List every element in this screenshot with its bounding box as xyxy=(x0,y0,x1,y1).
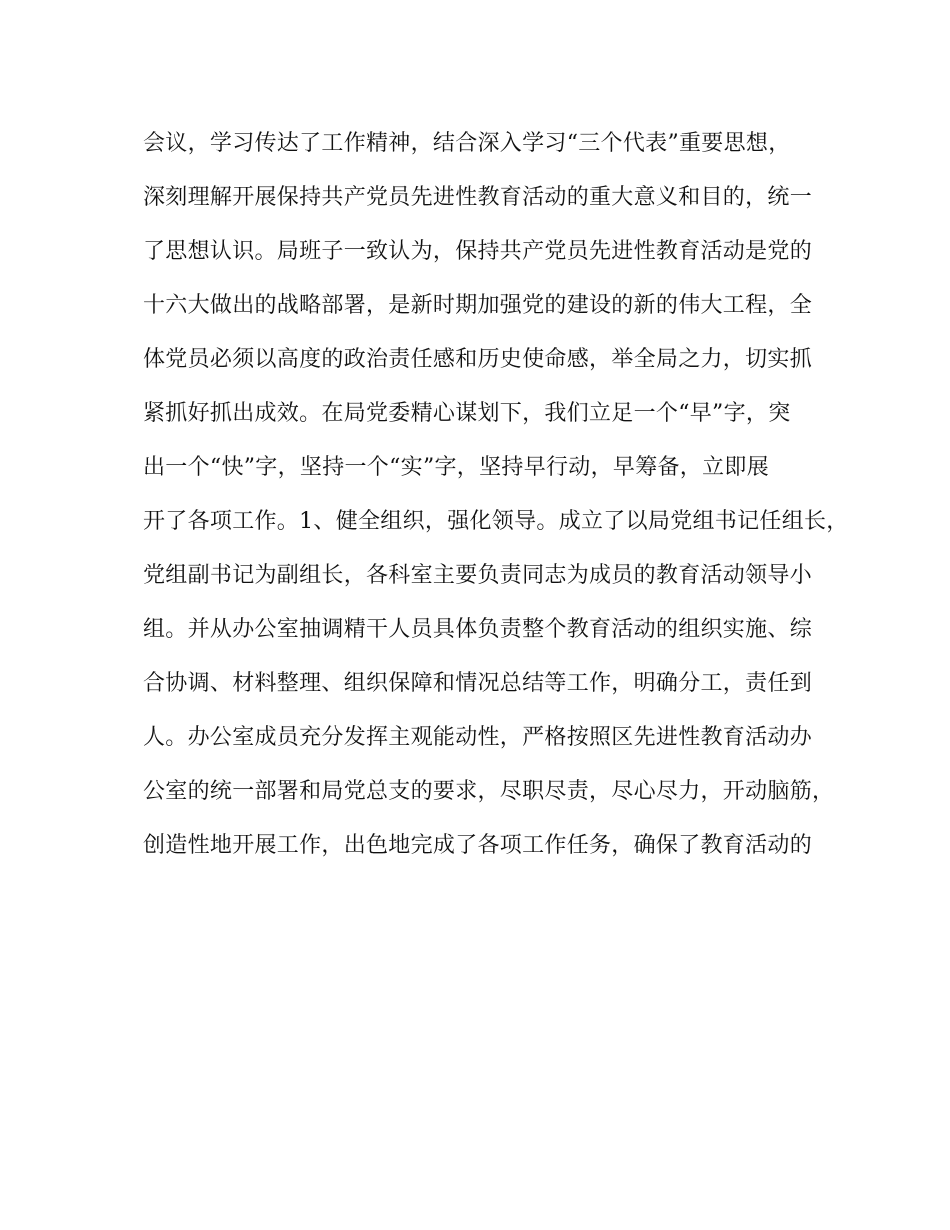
text-line: 合协调、材料整理、组织保障和情况总结等工作，明确分工，责任到 xyxy=(143,671,813,696)
text-line: 了思想认识。局班子一致认为，保持共产党员先进性教育活动是党的 xyxy=(143,239,813,264)
text-line: 公室的统一部署和局党总支的要求，尽职尽责，尽心尽力，开动脑筋， xyxy=(143,779,835,804)
text-line: 人。办公室成员充分发挥主观能动性，严格按照区先进性教育活动办 xyxy=(143,725,813,750)
text-line: 十六大做出的战略部署，是新时期加强党的建设的新的伟大工程，全 xyxy=(143,293,813,318)
text-line: 体党员必须以高度的政治责任感和历史使命感，举全局之力，切实抓 xyxy=(143,347,813,372)
text-line: 深刻理解开展保持共产党员先进性教育活动的重大意义和目的，统一 xyxy=(143,185,813,210)
text-line: 会议，学习传达了工作精神，结合深入学习“三个代表”重要思想， xyxy=(143,131,791,156)
text-line: 创造性地开展工作，出色地完成了各项工作任务，确保了教育活动的 xyxy=(143,833,813,858)
text-line: 出一个“快”字，坚持一个“实”字，坚持早行动，早筹备，立即展 xyxy=(143,455,769,480)
text-line: 党组副书记为副组长，各科室主要负责同志为成员的教育活动领导小 xyxy=(143,563,813,588)
body-text xyxy=(143,124,849,880)
text-line: 紧抓好抓出成效。在局党委精心谋划下，我们立足一个“早”字，突 xyxy=(143,401,791,426)
text-line: 开了各项工作。1、健全组织，强化领导。成立了以局党组书记任组长， xyxy=(143,509,849,534)
text-line: 组。并从办公室抽调精干人员具体负责整个教育活动的组织实施、综 xyxy=(143,617,813,642)
